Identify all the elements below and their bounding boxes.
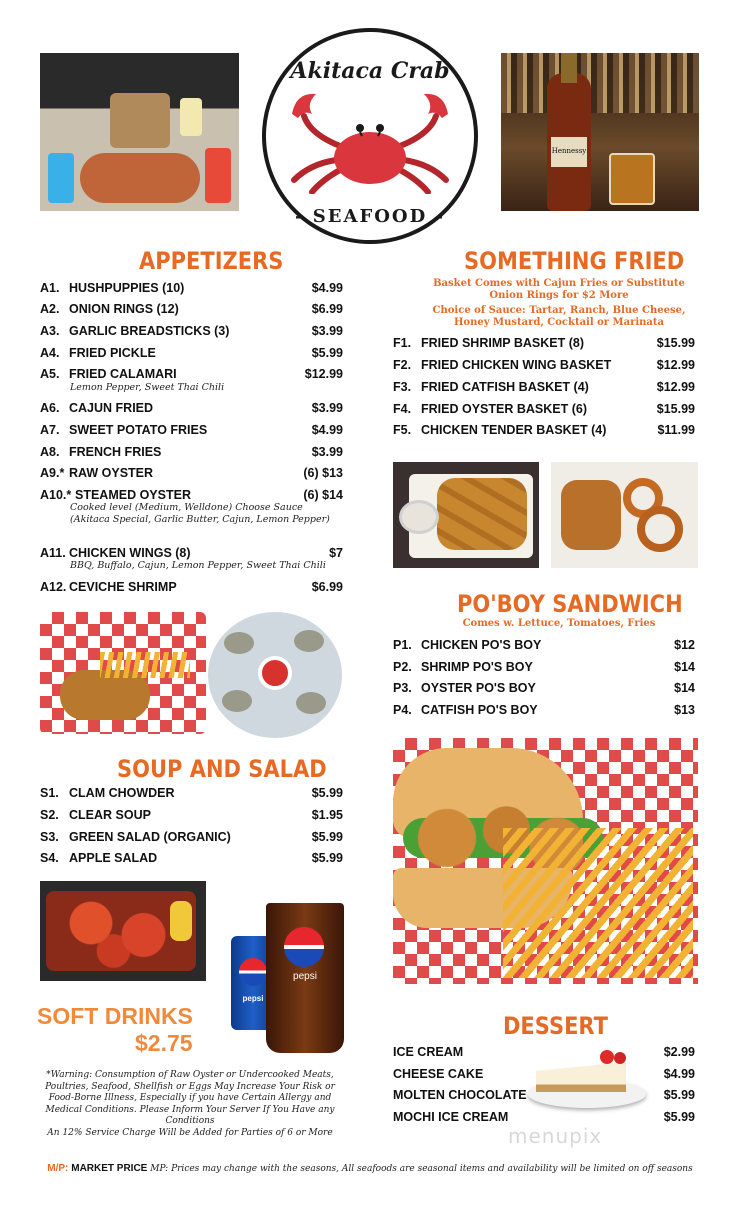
akitaca-crab-logo: [262, 28, 478, 244]
raw-food-warning: *Warning: Consumption of Raw Oyster or Undercooked Meats, Poultries, Seafood, Shellfish or Eggs May Increase Your Risk or Food-Borne Illness, Especially if you have Certain Allergy and Medical Conditions. Please Inform Your Server If You Have any Conditions: [45, 1070, 335, 1126]
menu-item-f1: F1. FRIED SHRIMP BASKET (8) $15.99: [393, 336, 695, 350]
menu-item-f5: F5. CHICKEN TENDER BASKET (4) $11.99: [393, 423, 695, 437]
poboy-note: Comes w. Lettuce, Tomatoes, Fries: [462, 618, 656, 629]
service-charge-note: An 12% Service Charge Will be Added for Parties of 6 or More: [47, 1128, 333, 1138]
menu-item-a5: A5. FRIED CALAMARI $12.99: [40, 367, 343, 381]
menu-item-a11: A11. CHICKEN WINGS (8) $7: [40, 546, 343, 560]
menu-item-a9: A9.* RAW OYSTER (6) $13: [40, 466, 343, 480]
menu-item-a8: A8. FRENCH FRIES $3.99: [40, 445, 343, 459]
dessert-item-ice-cream: ICE CREAM $2.99: [393, 1045, 695, 1059]
fried-sauce-note: Choice of Sauce: Tartar, Ranch, Blue Cheese, Honey Mustard, Cocktail or Marinata: [432, 305, 686, 328]
menu-item-a6: A6. CAJUN FRIED $3.99: [40, 401, 343, 415]
menu-item-a7: A7. SWEET POTATO FRIES $4.99: [40, 423, 343, 437]
menu-item-a12: A12. CEVICHE SHRIMP $6.99: [40, 580, 343, 594]
menupix-watermark: menupix: [508, 1124, 603, 1148]
menu-item-p3: P3. OYSTER PO'S BOY $14: [393, 681, 695, 695]
fried-shrimp-onion-rings-photo: [551, 462, 698, 568]
hennessy-bottle-photo: [501, 53, 699, 211]
market-price-title: MARKET PRICE: [71, 1163, 148, 1174]
appetizers-title: APPETIZERS: [139, 247, 284, 275]
menu-item-a5-desc: Lemon Pepper, Sweet Thai Chili: [70, 382, 225, 393]
menu-item-p1: P1. CHICKEN PO'S BOY $12: [393, 638, 695, 652]
menu-item-s1: S1. CLAM CHOWDER $5.99: [40, 786, 343, 800]
menu-item-a4: A4. FRIED PICKLE $5.99: [40, 346, 343, 360]
soup-salad-title: SOUP AND SALAD: [117, 755, 327, 783]
soft-drinks-price: $2.75: [135, 1030, 193, 1056]
something-fried-title: SOMETHING FRIED: [464, 247, 685, 275]
pepsi-cup-label: pepsi: [293, 971, 317, 982]
menu-item-p4: P4. CATFISH PO'S BOY $13: [393, 703, 695, 717]
fried-basket-note: Basket Comes with Cajun Fries or Substitute Onion Rings for $2 More: [433, 278, 685, 301]
menu-item-a11-desc: BBQ, Buffalo, Cajun, Lemon Pepper, Sweet Thai Chili: [70, 560, 326, 571]
menu-item-p2: P2. SHRIMP PO'S BOY $14: [393, 660, 695, 674]
menu-item-a10: A10.* STEAMED OYSTER (6) $14: [40, 488, 343, 502]
drinks-seafood-photo: [40, 53, 239, 211]
pepsi-cup-photo: [266, 903, 344, 1053]
menu-item-s2: S2. CLEAR SOUP $1.95: [40, 808, 343, 822]
dessert-item-mochi-ice-cream: MOCHI ICE CREAM $5.99: [393, 1110, 695, 1124]
menu-item-a2: A2. ONION RINGS (12) $6.99: [40, 302, 343, 316]
poboy-sandwich-photo: [393, 738, 698, 984]
market-price-footer: [0, 1163, 740, 1174]
dessert-title: DESSERT: [503, 1012, 608, 1040]
pepsi-can-label: pepsi: [242, 994, 264, 1003]
menu-item-a3: A3. GARLIC BREADSTICKS (3) $3.99: [40, 324, 343, 338]
menu-item-a1: A1. HUSHPUPPIES (10) $4.99: [40, 281, 343, 295]
soft-drinks-title: SOFT DRINKS: [37, 1003, 193, 1029]
dessert-item-cheese-cake: CHEESE CAKE $4.99: [393, 1067, 695, 1081]
bottle-label: Hennessy: [551, 137, 587, 167]
menu-item-a10-desc: Cooked level (Medium, Welldone) Choose Sauce (Akitaca Special, Garlic Butter, Cajun, Lemon Pepper): [70, 502, 330, 525]
dessert-item-molten-chocolate: MOLTEN CHOCOLATE $5.99: [393, 1088, 695, 1102]
menu-item-f4: F4. FRIED OYSTER BASKET (6) $15.99: [393, 402, 695, 416]
crab-icon: [286, 84, 454, 194]
menu-item-f2: F2. FRIED CHICKEN WING BASKET $12.99: [393, 358, 695, 372]
crawfish-boil-photo: [40, 881, 206, 981]
fried-chicken-fries-photo: [40, 612, 206, 734]
fried-catfish-basket-photo: [393, 462, 539, 568]
menu-item-f3: F3. FRIED CATFISH BASKET (4) $12.99: [393, 380, 695, 394]
market-price-text: MP: Prices may change with the seasons, All seafoods are seasonal items and availability will be limited on off seasons: [150, 1164, 693, 1174]
raw-oyster-plate-photo: [208, 612, 342, 738]
poboy-title: PO'BOY SANDWICH: [457, 590, 683, 618]
menu-item-s3: S3. GREEN SALAD (ORGANIC) $5.99: [40, 830, 343, 844]
market-price-label: M/P:: [47, 1163, 69, 1174]
cheesecake-photo: [522, 1046, 652, 1114]
menu-item-s4: S4. APPLE SALAD $5.99: [40, 851, 343, 865]
logo-subtitle: - SEAFOOD -: [295, 206, 445, 227]
logo-title: Akitaca Crab: [290, 58, 450, 84]
